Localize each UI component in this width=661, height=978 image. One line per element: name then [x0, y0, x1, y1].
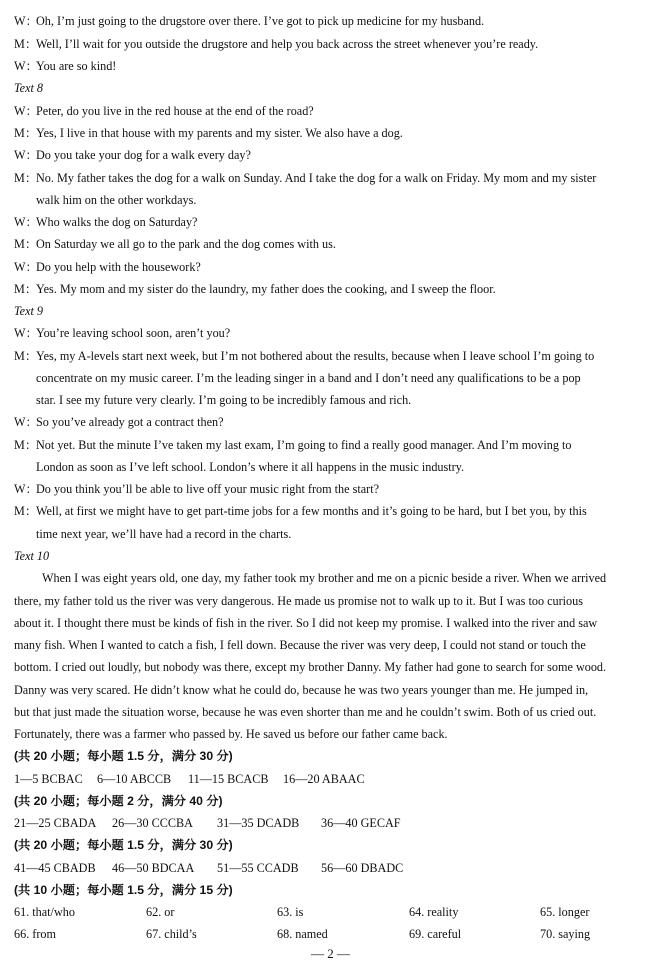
answer-group: 21—25 CBADA	[14, 816, 97, 830]
speaker-label: M：	[14, 349, 38, 363]
speaker-label: W：	[14, 148, 38, 162]
speaker-label: W：	[14, 482, 38, 496]
dialogue-text: time next year, we’ll have had a record in the charts.	[36, 527, 292, 541]
fill-answer: 68. named	[277, 927, 328, 941]
dialogue-text: No. My father takes the dog for a walk on Sunday. And I take the dog for a walk on Friday. My mom and my sister	[36, 171, 597, 185]
answer-group: 31—35 DCADB	[217, 816, 300, 830]
answer-group: 56—60 DBADC	[321, 861, 404, 875]
passage-line: bottom. I cried out loudly, but nobody was there, except my brother Danny. My father had gone to search for some wood.	[14, 660, 607, 674]
dialogue-text: You are so kind!	[36, 59, 117, 73]
speaker-label: W：	[14, 14, 38, 28]
answer-group: 1—5 BCBAC	[14, 772, 83, 786]
dialogue-text: Yes, I live in that house with my parents and my sister. We also have a dog.	[36, 126, 403, 140]
fill-answer: 63. is	[277, 905, 304, 919]
passage-line: but that just made the situation worse, because he was even shorter than me and he couldn’t swim. Both of us cried out.	[14, 705, 597, 719]
speaker-label: M：	[14, 237, 38, 251]
passage-line: When I was eight years old, one day, my father took my brother and me on a picnic beside a river. When we arrived	[42, 571, 607, 585]
dialogue-text: Yes. My mom and my sister do the laundry, my father does the cooking, and I sweep the floor.	[36, 282, 496, 296]
speaker-label: W：	[14, 415, 38, 429]
dialogue-text: Not yet. But the minute I’ve taken my last exam, I’m going to find a really good manager. And I’m moving to	[36, 438, 572, 452]
fill-answer: 70. saying	[540, 927, 591, 941]
answer-group: 11—15 BCACB	[188, 772, 269, 786]
speaker-label: M：	[14, 282, 38, 296]
answer-section-heading: (共 20 小题；每小题 1.5 分，满分 30 分)	[14, 749, 233, 763]
passage-line: about it. I thought there must be kinds of fish in the river. So I did not keep my promise. I walked into the river and saw	[14, 616, 598, 630]
answer-section-heading: (共 20 小题；每小题 2 分，满分 40 分)	[14, 794, 223, 808]
answer-group: 51—55 CCADB	[217, 861, 299, 875]
dialogue-text: walk him on the other workdays.	[36, 193, 197, 207]
speaker-label: W：	[14, 260, 38, 274]
dialogue-text: You’re leaving school soon, aren’t you?	[36, 326, 231, 340]
dialogue-text: concentrate on my music career. I’m the leading singer in a band and I don’t need any qualifications to be a pop	[36, 371, 581, 385]
speaker-label: M：	[14, 438, 38, 452]
dialogue-text: Peter, do you live in the red house at the end of the road?	[36, 104, 314, 118]
fill-answer: 66. from	[14, 927, 56, 941]
dialogue-text: Oh, I’m just going to the drugstore over there. I’ve got to pick up medicine for my husband.	[36, 14, 485, 28]
dialogue-text: Well, at first we might have to get part-time jobs for a few months and it’s going to be hard, but I bet you, by this	[36, 504, 587, 518]
speaker-label: M：	[14, 171, 38, 185]
answer-group: 16—20 ABAAC	[283, 772, 365, 786]
passage-line: Danny was very scared. He didn’t know what he could do, because he was two years younger than me. He jumped in,	[14, 683, 589, 697]
fill-answer: 64. reality	[409, 905, 459, 919]
dialogue-text: Yes, my A-levels start next week, but I’m not bothered about the results, because when I leave school I’m going to	[36, 349, 595, 363]
dialogue-text: Well, I’ll wait for you outside the drugstore and help you back across the street whenever you’re ready.	[36, 37, 539, 51]
speaker-label: W：	[14, 59, 38, 73]
fill-answer: 62. or	[146, 905, 175, 919]
fill-answer: 69. careful	[409, 927, 462, 941]
section-heading: Text 8	[14, 81, 44, 95]
dialogue-text: star. I see my future very clearly. I’m going to be incredibly famous and rich.	[36, 393, 412, 407]
answer-group: 41—45 CBADB	[14, 861, 96, 875]
answer-group: 6—10 ABCCB	[97, 772, 172, 786]
dialogue-text: On Saturday we all go to the park and the dog comes with us.	[36, 237, 336, 251]
dialogue-text: Who walks the dog on Saturday?	[36, 215, 198, 229]
answer-section-heading: (共 20 小题；每小题 1.5 分，满分 30 分)	[14, 838, 233, 852]
dialogue-text: Do you help with the housework?	[36, 260, 201, 274]
speaker-label: M：	[14, 126, 38, 140]
fill-answer: 67. child’s	[146, 927, 197, 941]
speaker-label: M：	[14, 504, 38, 518]
answer-section-heading: (共 10 小题；每小题 1.5 分，满分 15 分)	[14, 883, 233, 897]
passage-line: Fortunately, there was a farmer who passed by. He saved us before our father came back.	[14, 727, 448, 741]
dialogue-text: So you’ve already got a contract then?	[36, 415, 224, 429]
passage-line: there, my father told us the river was very dangerous. He made us promise not to walk up to it. But I was too curious	[14, 594, 583, 608]
speaker-label: W：	[14, 326, 38, 340]
passage-line: many fish. When I wanted to catch a fish, I fell down. Because the river was very deep, I could not stand or touch the	[14, 638, 586, 652]
section-heading: Text 10	[14, 549, 50, 563]
section-heading: Text 9	[14, 304, 44, 318]
dialogue-text: London as soon as I’ve left school. London’s where it all happens in the music industry.	[36, 460, 465, 474]
answer-group: 46—50 BDCAA	[112, 861, 195, 875]
answer-group: 36—40 GECAF	[321, 816, 401, 830]
speaker-label: M：	[14, 37, 38, 51]
speaker-label: W：	[14, 104, 38, 118]
speaker-label: W：	[14, 215, 38, 229]
dialogue-text: Do you take your dog for a walk every day?	[36, 148, 251, 162]
dialogue-text: Do you think you’ll be able to live off your music right from the start?	[36, 482, 379, 496]
fill-answer: 65. longer	[540, 905, 590, 919]
page-number: — 2 —	[311, 946, 350, 961]
answer-group: 26—30 CCCBA	[112, 816, 193, 830]
fill-answer: 61. that/who	[14, 905, 75, 919]
